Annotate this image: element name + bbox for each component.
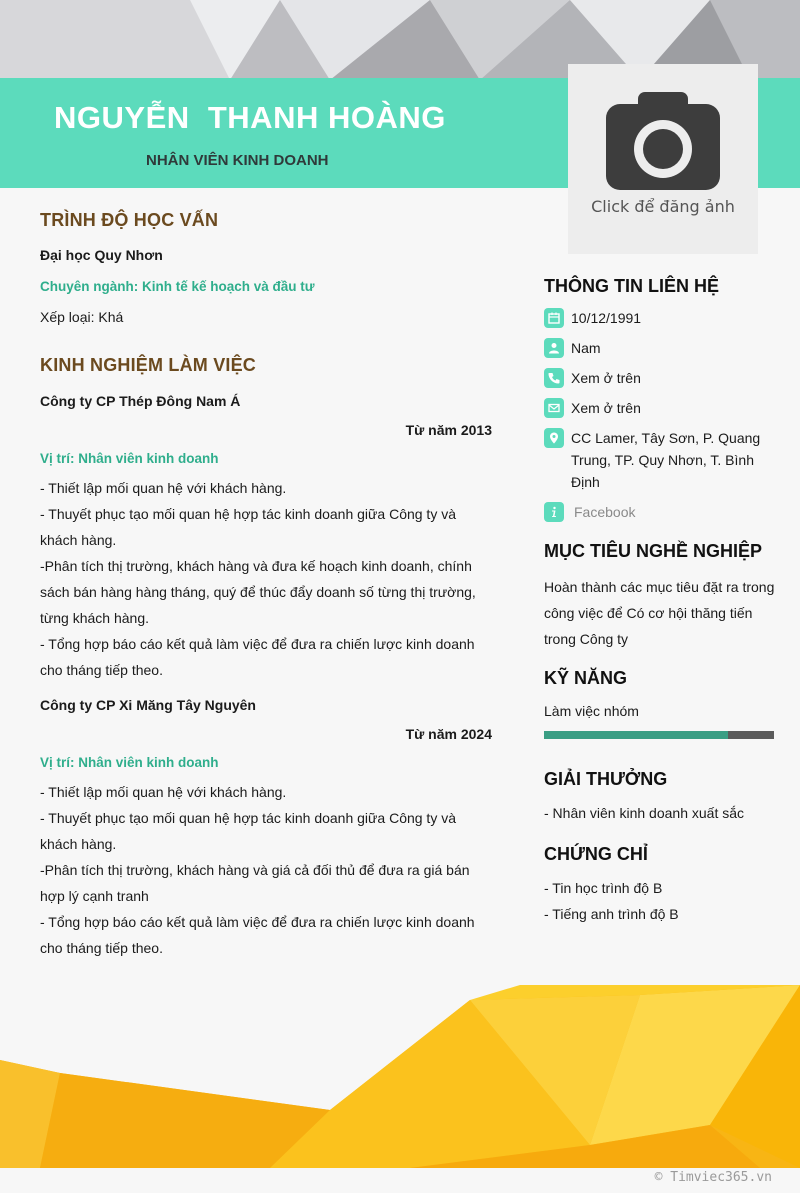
contact-phone <box>544 367 784 389</box>
awards-section <box>544 769 784 826</box>
location-icon <box>544 428 564 448</box>
contact-text: Xem ở trên <box>571 400 641 416</box>
left-column <box>40 210 492 961</box>
job-duty: -Phân tích thị trường, khách hàng và đưa kế hoạch kinh doanh, chính sách bán hàng hàng tháng, quý để thúc đẩy doanh số từng thị trường, từng khách hàng. <box>40 558 476 626</box>
job-duty: - Thuyết phục tạo mối quan hệ hợp tác kinh doanh giữa Công ty và khách hàng. <box>40 506 457 548</box>
skill-name: Làm việc nhóm <box>544 703 639 719</box>
phone-icon <box>544 368 564 388</box>
contact-text: Nam <box>571 340 601 356</box>
job-company: Công ty CP Xi Măng Tây Nguyên <box>40 697 256 713</box>
certificate-item: - Tiếng anh trình độ B <box>544 906 679 922</box>
job-duty: - Tổng hợp báo cáo kết quả làm việc để đưa ra chiến lược kinh doanh cho tháng tiếp theo. <box>40 636 475 678</box>
candidate-name: NGUYỄN THANH HOÀNG <box>54 100 446 135</box>
skills-title: KỸ NĂNG <box>544 668 628 688</box>
job-duties <box>40 779 492 961</box>
email-icon <box>544 398 564 418</box>
contact-text: 10/12/1991 <box>571 310 642 326</box>
user-icon <box>544 338 564 358</box>
job-entry <box>40 393 492 683</box>
info-icon <box>544 502 564 522</box>
contact-address <box>544 427 784 493</box>
right-column <box>544 276 784 927</box>
certificate-item: - Tin học trình độ B <box>544 880 663 896</box>
contact-birthday <box>544 307 784 329</box>
photo-upload-box[interactable] <box>568 64 758 254</box>
job-title: NHÂN VIÊN KINH DOANH <box>146 152 329 169</box>
contact-text: CC Lamer, Tây Sơn, P. Quang Trung, TP. Quy Nhơn, T. Bình Định <box>571 430 761 490</box>
education-grade: Xếp loại: Khá <box>40 309 124 325</box>
job-duty: - Thiết lập mối quan hệ với khách hàng. <box>40 784 287 800</box>
camera-icon <box>606 92 720 195</box>
job-duty: - Thuyết phục tạo mối quan hệ hợp tác kinh doanh giữa Công ty và khách hàng. <box>40 810 457 852</box>
contact-list <box>544 307 784 523</box>
job-company: Công ty CP Thép Đông Nam Á <box>40 393 241 409</box>
education-school: Đại học Quy Nhơn <box>40 247 163 263</box>
job-duty: -Phân tích thị trường, khách hàng và giá cả đối thủ để đưa ra giá bán hợp lý cạnh tranh <box>40 862 470 904</box>
watermark: © Timviec365.vn <box>654 1170 772 1185</box>
contact-facebook[interactable] <box>544 501 784 523</box>
contact-email <box>544 397 784 419</box>
job-duties <box>40 475 492 683</box>
certificates-list <box>544 875 784 927</box>
photo-upload-label: Click để đăng ảnh <box>591 197 735 216</box>
career-text: Hoàn thành các mục tiêu đặt ra trong công việc để Có cơ hội thăng tiến trong Công ty <box>544 579 775 647</box>
skill-level-bar <box>544 731 774 739</box>
skill-level-fill <box>544 731 728 739</box>
certificates-section <box>544 844 784 927</box>
contact-gender <box>544 337 784 359</box>
job-duty: - Tổng hợp báo cáo kết quả làm việc để đưa ra chiến lược kinh doanh cho tháng tiếp theo. <box>40 914 475 956</box>
contact-text: Xem ở trên <box>571 370 641 386</box>
skills-section <box>544 668 784 739</box>
awards-title: GIẢI THƯỞNG <box>544 769 668 789</box>
award-item: - Nhân viên kinh doanh xuất sắc <box>544 805 745 821</box>
job-period: Từ năm 2013 <box>405 422 492 438</box>
awards-list <box>544 800 784 826</box>
bottom-geometric-decoration <box>0 985 800 1168</box>
education-major: Chuyên ngành: Kinh tế kế hoạch và đầu tư <box>40 279 315 294</box>
certificates-title: CHỨNG CHỈ <box>544 844 648 864</box>
career-section <box>544 541 784 652</box>
job-period: Từ năm 2024 <box>405 726 492 742</box>
facebook-link[interactable]: Facebook <box>574 504 636 520</box>
job-position: Vị trí: Nhân viên kinh doanh <box>40 451 219 466</box>
contact-title: THÔNG TIN LIÊN HỆ <box>544 276 719 296</box>
job-duty: - Thiết lập mối quan hệ với khách hàng. <box>40 480 287 496</box>
job-entry <box>40 697 492 961</box>
job-position: Vị trí: Nhân viên kinh doanh <box>40 755 219 770</box>
experience-title: KINH NGHIỆM LÀM VIỆC <box>40 355 257 375</box>
career-title: MỤC TIÊU NGHỀ NGHIỆP <box>544 541 763 561</box>
calendar-icon <box>544 308 564 328</box>
education-title: TRÌNH ĐỘ HỌC VẤN <box>40 210 219 230</box>
